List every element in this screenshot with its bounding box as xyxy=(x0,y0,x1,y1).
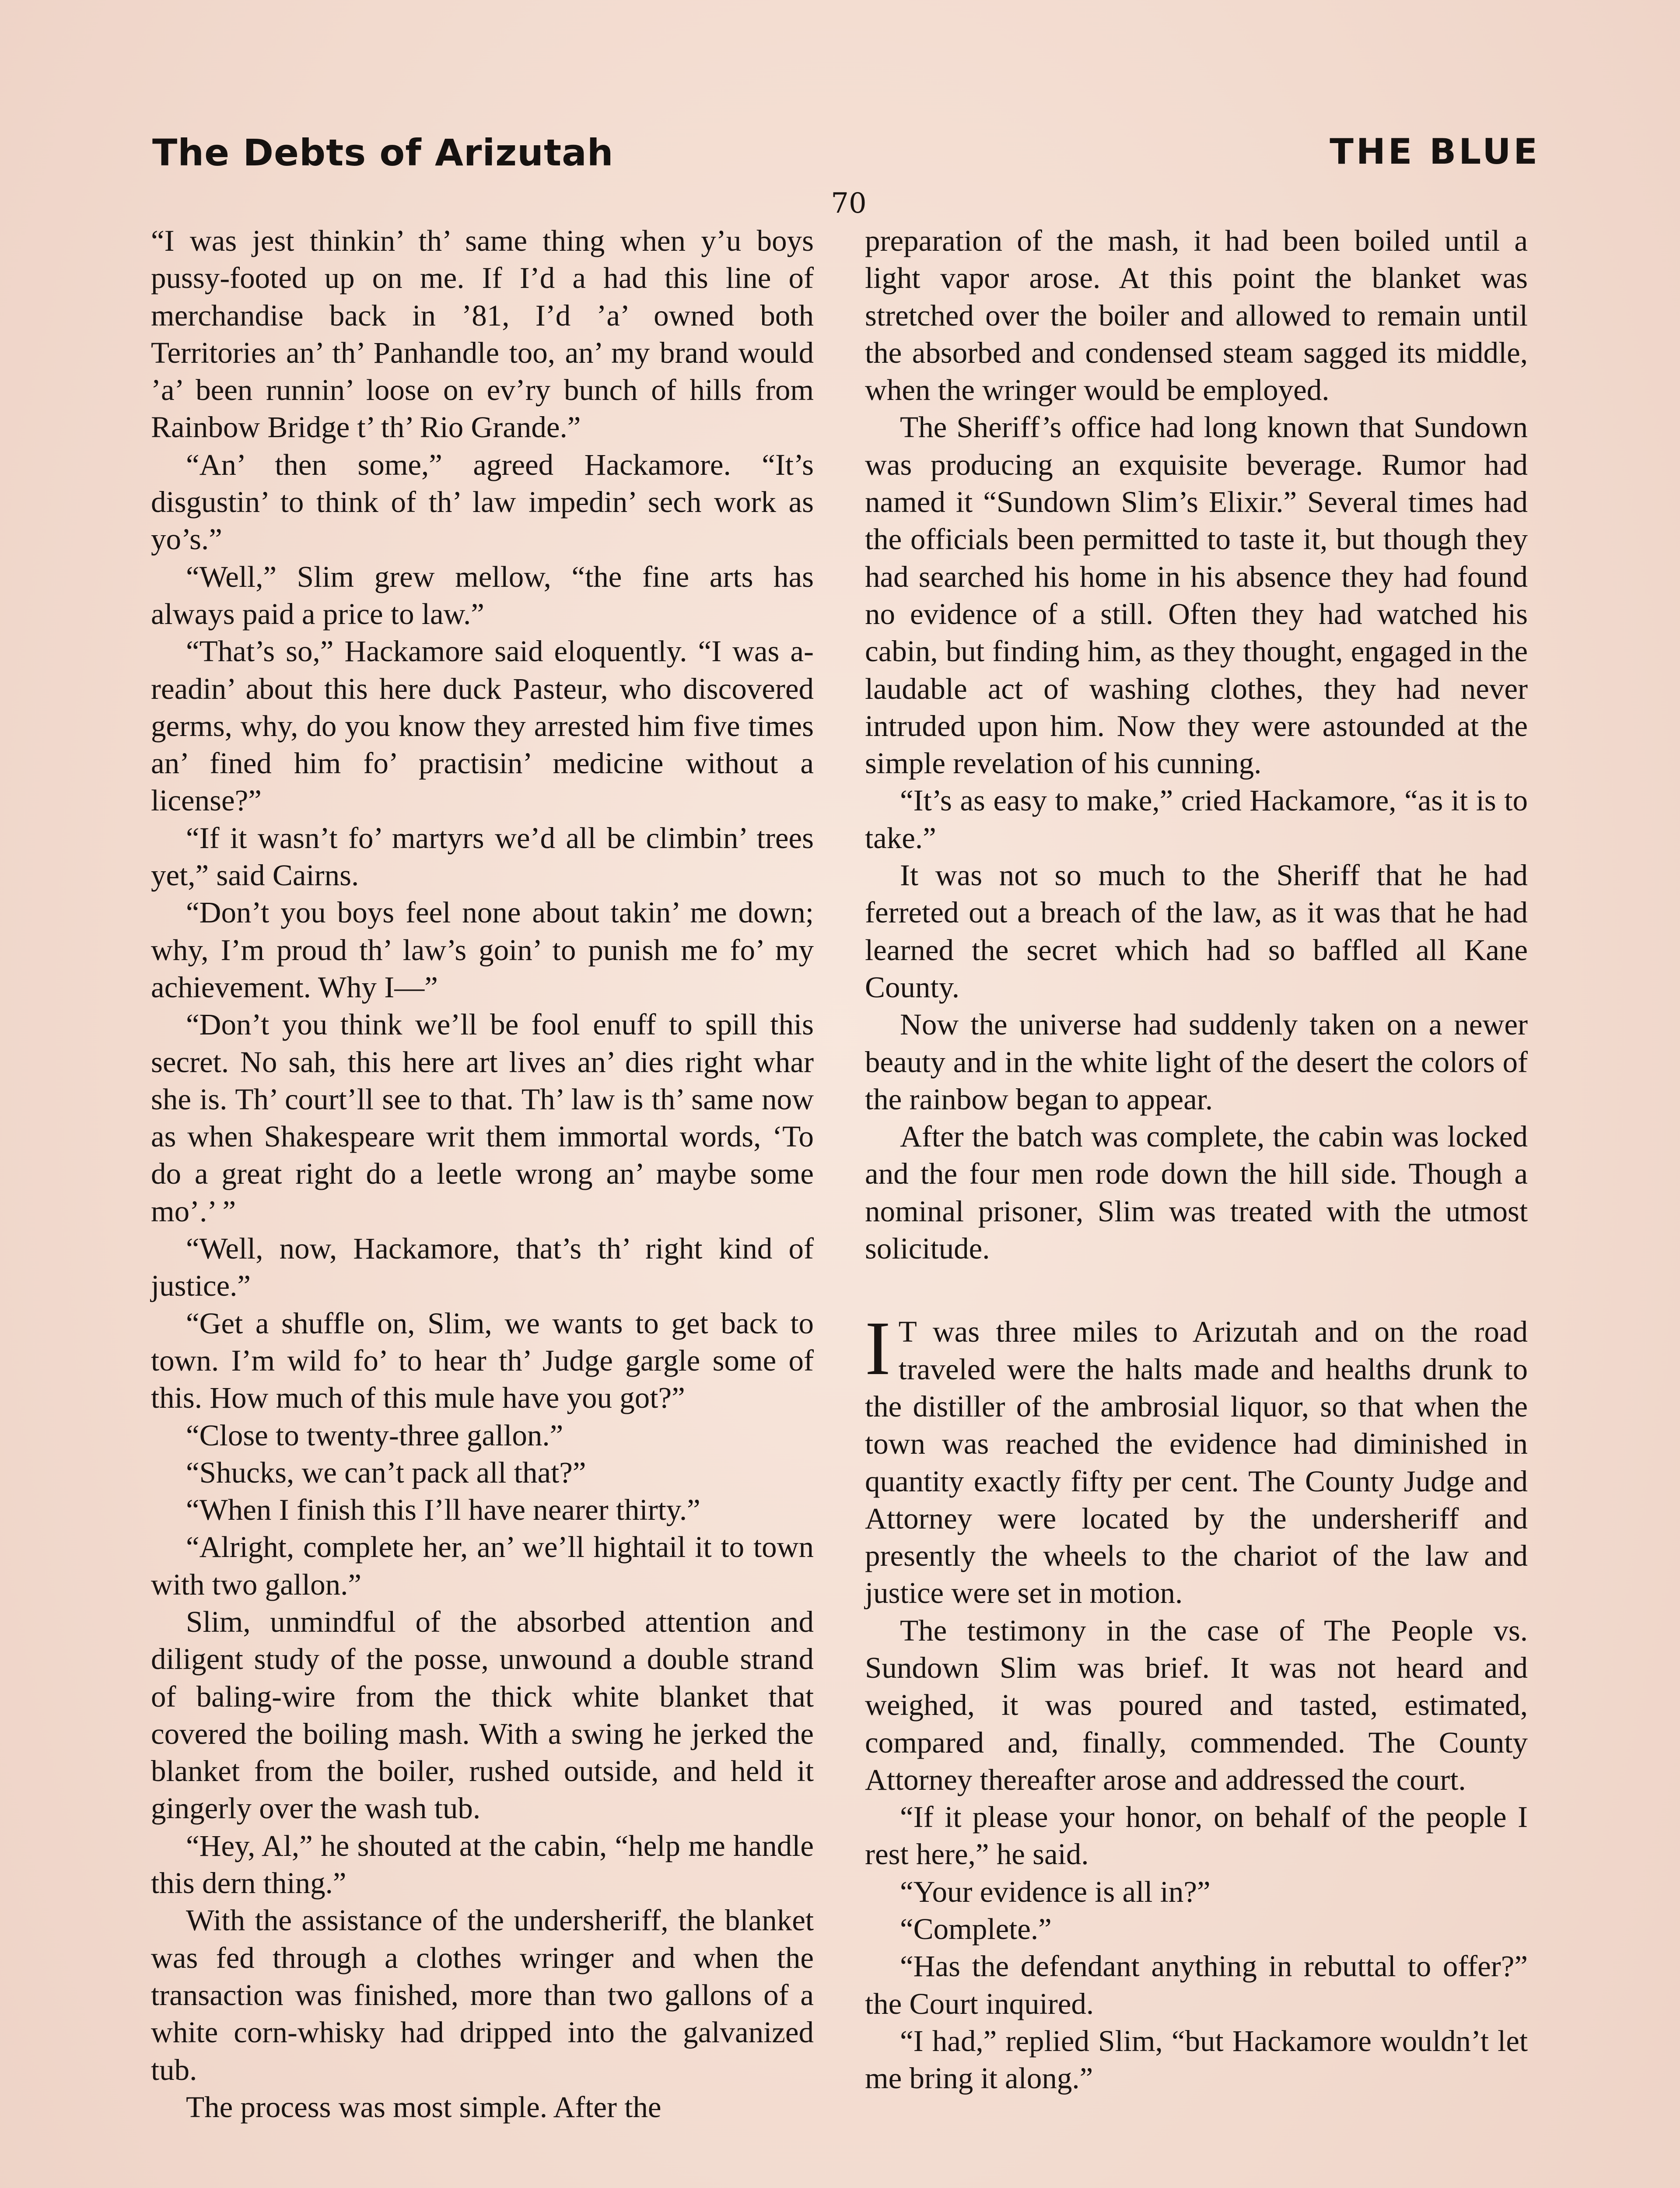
paragraph: The testimony in the case of The People vs. Sundown Slim was brief. It was not heard and weighed, it was poured and tasted, estimated, compared and, finally, commended. The County Attorney thereafter arose and addressed the court. xyxy=(865,1613,1528,1796)
paragraph: “That’s so,” Hackamore said eloquently. “I was a-readin’ about this here duck Pasteur, who discovered germs, why, do you know they arrested him five times an’ fined him fo’ practisin’ medicine without a license?” xyxy=(151,635,814,817)
story-title: The Debts of Arizutah xyxy=(152,131,614,174)
paragraph: “Don’t you think we’ll be fool enuff to spill this secret. No sah, this here art lives an’ dies right whar she is. Th’ court’ll see to that. Th’ law is th’ same now as when Shakespeare writ them immortal words, ‘To do a great right do a leetle wrong an’ maybe some mo’.’ ” xyxy=(151,1008,814,1228)
paragraph: “Has the defendant anything in rebuttal to offer?” the Court inquired. xyxy=(865,1950,1528,2020)
paragraph: “Don’t you boys feel none about takin’ me down; why, I’m proud th’ law’s goin’ to punish me fo’ my achievement. Why I—” xyxy=(151,896,814,1004)
paragraph: “Close to twenty-three gallon.” xyxy=(186,1418,564,1452)
paragraph: With the assistance of the undersheriff, the blanket was fed through a clothes wringer and when the transaction was finished, more than two gallons of a white corn-whisky had dripped into the galvanized tub. xyxy=(151,1904,814,2086)
paragraph: “Your evidence is all in?” xyxy=(900,1875,1211,1908)
paragraph: “Shucks, we can’t pack all that?” xyxy=(186,1455,586,1489)
page-header xyxy=(152,131,1540,188)
paragraph: It was not so much to the Sheriff that he had ferreted out a breach of the law, as it was that he had learned the secret which had so baffled all Kane County. xyxy=(865,859,1528,1004)
paragraph: Slim, unmindful of the absorbed attention and diligent study of the posse, unwound a double strand of baling-wire from the thick white blanket that covered the boiling mash. With a swing he jerked the blanket from the boiler, rushed outside, and held it gingerly over the wash tub. xyxy=(151,1605,814,1825)
paragraph: “Well,” Slim grew mellow, “the fine arts has always paid a price to law.” xyxy=(151,560,814,631)
page-number: 70 xyxy=(831,187,867,220)
section-break-paragraph xyxy=(865,1306,1528,1612)
drop-cap: I xyxy=(865,1306,891,1392)
paragraph: “Get a shuffle on, Slim, we wants to get back to town. I’m wild fo’ to hear th’ Judge gargle some of this. How much of this mule have you got?” xyxy=(151,1306,814,1415)
paragraph: Now the universe had suddenly taken on a newer beauty and in the white light of the desert the colors of the rainbow began to appear. xyxy=(865,1008,1528,1116)
paragraph: After the batch was complete, the cabin was locked and the four men rode down the hill side. Though a nominal prisoner, Slim was treated with the utmost solicitude. xyxy=(865,1120,1528,1266)
paragraph: preparation of the mash, it had been boiled until a light vapor arose. At this point the blanket was stretched over the boiler and allowed to remain until the absorbed and condensed steam sagged its middle, when the wringer would be employed. xyxy=(865,224,1528,407)
paragraph: “If it please your honor, on behalf of the people I rest here,” he said. xyxy=(865,1800,1528,1871)
paragraph: “It’s as easy to make,” cried Hackamore, “as it is to take.” xyxy=(865,784,1528,855)
paragraph: “Complete.” xyxy=(900,1912,1052,1946)
section-break-text: T was three miles to Arizutah and on the road traveled were the halts made and healths drunk to the distiller of the ambrosial liquor, so that when the town was reached the evidence had diminished in quantity exactly fifty per cent. The County Judge and Attorney were located by the undersheriff and presently the wheels to the chariot of the law and justice were set in motion. xyxy=(865,1315,1528,1610)
right-text-column xyxy=(865,222,1528,2097)
paragraph: “When I finish this I’ll have nearer thirty.” xyxy=(186,1493,700,1527)
paragraph: “I had,” replied Slim, “but Hackamore wouldn’t let me bring it along.” xyxy=(865,2024,1528,2095)
paragraph: “An’ then some,” agreed Hackamore. “It’s disgustin’ to think of th’ law impedin’ sech work as yo’s.” xyxy=(151,448,814,556)
paragraph: “If it wasn’t fo’ martyrs we’d all be climbin’ trees yet,” said Cairns. xyxy=(151,821,814,892)
magazine-name: THE BLUE xyxy=(1330,131,1540,172)
paragraph: “I was jest thinkin’ th’ same thing when y’u boys pussy-footed up on me. If I’d a had this line of merchandise back in ’81, I’d ’a’ owned both Territories an’ th’ Panhandle too, an’ my brand would ’a’ been runnin’ loose on ev’ry bunch of hills from Rainbow Bridge t’ th’ Rio Grande.” xyxy=(151,224,814,444)
paragraph: “Well, now, Hackamore, that’s th’ right kind of justice.” xyxy=(151,1232,814,1303)
left-text-column xyxy=(151,222,814,2126)
paragraph: “Alright, complete her, an’ we’ll hightail it to town with two gallon.” xyxy=(151,1530,814,1601)
paragraph: “Hey, Al,” he shouted at the cabin, “help me handle this dern thing.” xyxy=(151,1829,814,1900)
paragraph: The process was most simple. After the xyxy=(186,2090,662,2124)
paragraph: The Sheriff’s office had long known that Sundown was producing an exquisite beverage. Rumor had named it “Sundown Slim’s Elixir.” Several times had the officials been permitted to taste it, but though they had searched his home in his absence they had found no evidence of a still. Often they had watched his cabin, but finding him, as they thought, engaged in the laudable act of washing clothes, they had never intruded upon him. Now they were astounded at the simple revelation of his cunning. xyxy=(865,410,1528,780)
